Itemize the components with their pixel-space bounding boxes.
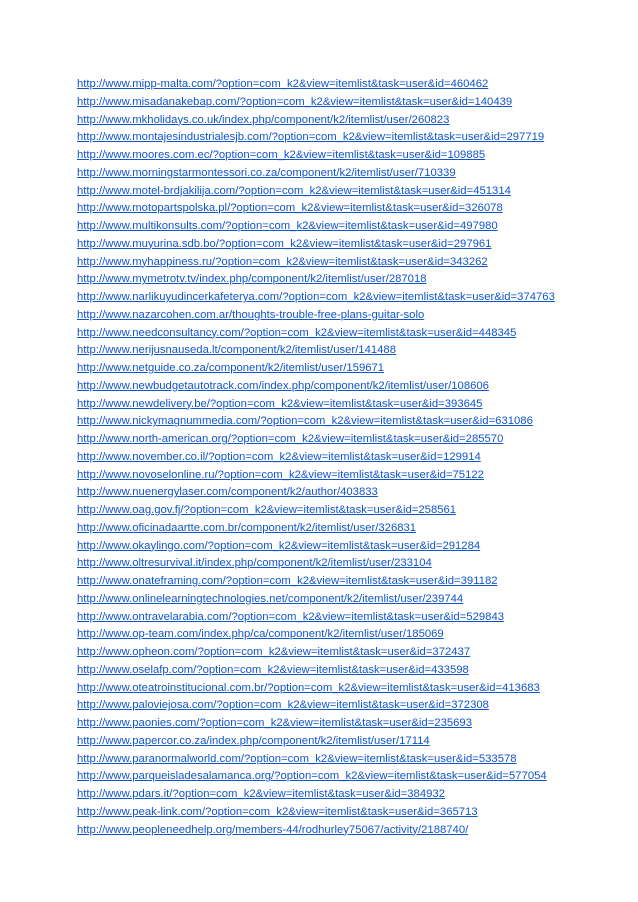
link-item[interactable]: http://www.mipp-malta.com/?option=com_k2&view=itemlist&task=user&id=460462 (77, 78, 489, 90)
link-item[interactable]: http://www.muyurina.sdb.bo/?option=com_k2&view=itemlist&task=user&id=297961 (77, 237, 492, 250)
link-item[interactable]: http://www.myhappiness.ru/?option=com_k2&view=itemlist&task=user&id=343262 (77, 255, 488, 268)
link-item[interactable]: http://www.motopartspolska.pl/?option=com_k2&view=itemlist&task=user&id=326078 (77, 202, 503, 215)
link-item[interactable]: http://www.november.co.il/?option=com_k2&view=itemlist&task=user&id=129914 (77, 450, 481, 463)
link-item[interactable]: http://www.motel-brdjakilija.com/?option=com_k2&view=itemlist&task=user&id=451314 (77, 184, 511, 197)
link-item[interactable]: http://www.netguide.co.za/component/k2/itemlist/user/159671 (77, 362, 385, 374)
link-item[interactable]: http://www.onateframing.com/?option=com_k2&view=itemlist&task=user&id=391182 (77, 575, 498, 587)
link-item[interactable]: http://www.narlikuyudincerkafeterya.com/?option=com_k2&view=itemlist&task=user&id=374763 (77, 291, 555, 303)
link-item[interactable]: http://www.peopleneedhelp.org/members-44/rodhurley75067/activity/2188740/ (77, 823, 469, 836)
link-item[interactable]: http://www.oltresurvival.it/index.php/component/k2/itemlist/user/233104 (77, 557, 432, 570)
link-item[interactable]: http://www.onlinelearningtechnologies.net/component/k2/itemlist/user/239744 (77, 592, 464, 605)
link-item[interactable]: http://www.papercor.co.za/index.php/component/k2/itemlist/user/17114 (77, 734, 430, 747)
link-item[interactable]: http://www.nazarcohen.com.ar/thoughts-trouble-free-plans-guitar-solo (77, 308, 425, 321)
link-item[interactable]: http://www.multikonsults.com/?option=com_k2&view=itemlist&task=user&id=497980 (77, 220, 498, 232)
link-item[interactable]: http://www.newdelivery.be/?option=com_k2&view=itemlist&task=user&id=393645 (77, 397, 483, 410)
link-item[interactable]: http://www.paonies.com/?option=com_k2&view=itemlist&task=user&id=235693 (77, 717, 472, 729)
link-item[interactable]: http://www.nuenergylaser.com/component/k2/author/403833 (77, 486, 378, 499)
link-item[interactable]: http://www.okaylingo.com/?option=com_k2&view=itemlist&task=user&id=291284 (77, 539, 481, 552)
link-item[interactable]: http://www.nerijusnauseda.lt/component/k2/itemlist/user/141488 (77, 344, 396, 357)
link-item[interactable]: http://www.needconsultancy.com/?option=com_k2&view=itemlist&task=user&id=448345 (77, 326, 517, 339)
link-item[interactable]: http://www.ontravelarabia.com/?option=com_k2&view=itemlist&task=user&id=529843 (77, 610, 505, 623)
link-item[interactable]: http://www.peak-link.com/?option=com_k2&view=itemlist&task=user&id=365713 (77, 805, 478, 818)
link-item[interactable]: http://www.oteatroinstitucional.com.br/?option=com_k2&view=itemlist&task=user&id=413683 (77, 681, 540, 694)
link-item[interactable]: http://www.nickymagnummedia.com/?option=com_k2&view=itemlist&task=user&id=631086 (77, 415, 533, 428)
link-item[interactable]: http://www.pdars.it/?option=com_k2&view=itemlist&task=user&id=384932 (77, 788, 445, 800)
link-item[interactable]: http://www.moores.com.ec/?option=com_k2&view=itemlist&task=user&id=109885 (77, 149, 486, 161)
link-list (77, 76, 567, 839)
link-item[interactable]: http://www.oficinadaartte.com.br/component/k2/itemlist/user/326831 (77, 521, 417, 534)
link-item[interactable]: http://www.misadanakebap.com/?option=com_k2&view=itemlist&task=user&id=140439 (77, 95, 513, 108)
link-item[interactable]: http://www.morningstarmontessori.co.za/component/k2/itemlist/user/710339 (77, 166, 456, 179)
link-item[interactable]: http://www.oselafp.com/?option=com_k2&view=itemlist&task=user&id=433598 (77, 663, 469, 676)
link-item[interactable]: http://www.montajesindustrialesjb.com/?option=com_k2&view=itemlist&task=user&id=297719 (77, 131, 545, 144)
link-item[interactable]: http://www.newbudgetautotrack.com/index.php/component/k2/itemlist/user/108606 (77, 379, 489, 392)
link-item[interactable]: http://www.mkholidays.co.uk/index.php/component/k2/itemlist/user/260823 (77, 113, 450, 126)
document-page (77, 76, 567, 839)
link-item[interactable]: http://www.opheon.com/?option=com_k2&view=itemlist&task=user&id=372437 (77, 646, 471, 658)
link-item[interactable]: http://www.op-team.com/index.php/ca/component/k2/itemlist/user/185069 (77, 628, 444, 641)
link-item[interactable]: http://www.novoselonline.ru/?option=com_k2&view=itemlist&task=user&id=75122 (77, 468, 484, 481)
link-item[interactable]: http://www.paranormalworld.com/?option=com_k2&view=itemlist&task=user&id=533578 (77, 752, 517, 765)
link-item[interactable]: http://www.parqueisladesalamanca.org/?option=com_k2&view=itemlist&task=user&id=577054 (77, 770, 547, 783)
link-item[interactable]: http://www.mymetrotv.tv/index.php/component/k2/itemlist/user/287018 (77, 273, 427, 286)
link-item[interactable]: http://www.paloviejosa.com/?option=com_k2&view=itemlist&task=user&id=372308 (77, 699, 489, 712)
link-item[interactable]: http://www.north-american.org/?option=com_k2&view=itemlist&task=user&id=285570 (77, 433, 504, 445)
link-item[interactable]: http://www.oag.gov.fj/?option=com_k2&view=itemlist&task=user&id=258561 (77, 504, 457, 516)
